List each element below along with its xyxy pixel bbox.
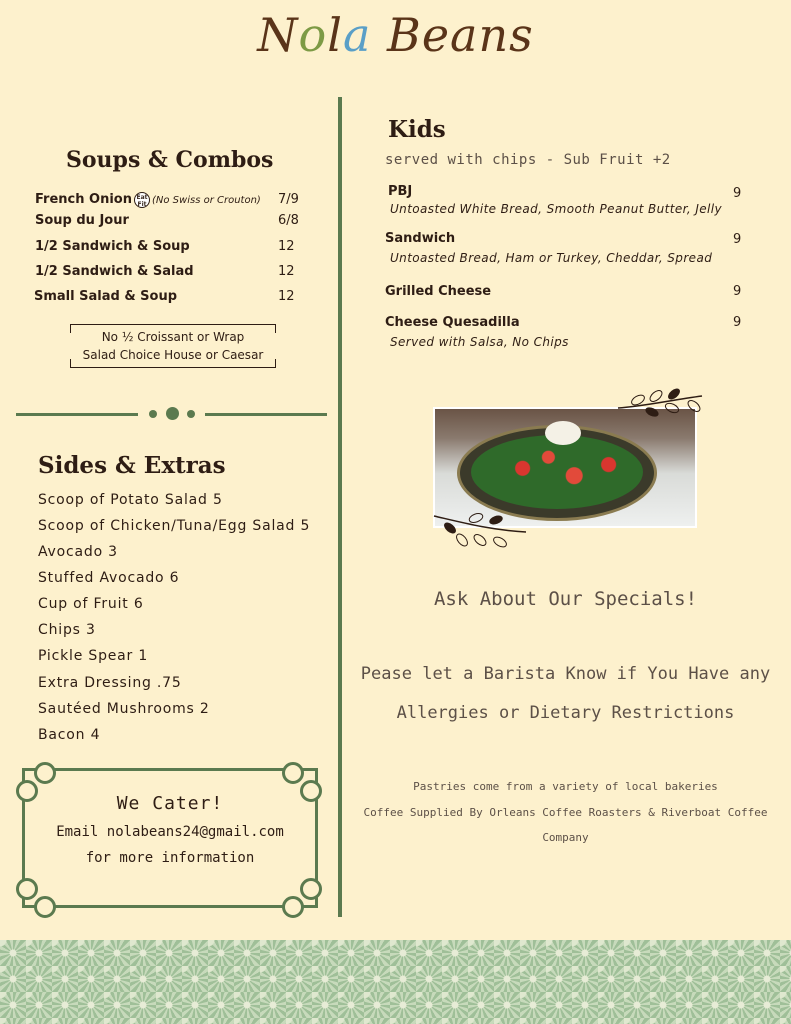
menu-item-price: 12: [278, 264, 295, 279]
list-item: Pickle Spear 1: [38, 648, 149, 664]
menu-item-price: 6/8: [278, 213, 299, 228]
menu-item-note: (No Swiss or Crouton): [152, 195, 261, 206]
frame-curl-icon: [282, 896, 304, 918]
menu-item-price: 7/9: [278, 192, 299, 207]
specials-callout: Ask About Our Specials!: [433, 588, 698, 610]
frame-curl-icon: [34, 762, 56, 784]
menu-item-price: 12: [278, 239, 295, 254]
kids-item-name: Sandwich: [385, 231, 456, 246]
kids-item-name: Grilled Cheese: [385, 284, 492, 299]
ornament-dot: [149, 410, 157, 418]
frame-curl-icon: [34, 896, 56, 918]
coffee-note-cont: Company: [542, 831, 589, 844]
kids-item-price: 9: [733, 232, 742, 247]
kids-item-price: 9: [733, 315, 742, 330]
list-item: Chips 3: [38, 622, 96, 638]
kids-item-price: 9: [733, 284, 742, 299]
list-item: Avocado 3: [38, 544, 118, 560]
decorative-pattern-footer: [0, 940, 791, 1024]
sides-heading: Sides & Extras: [38, 452, 226, 479]
frame-curl-icon: [16, 878, 38, 900]
logo: Nola Beans: [257, 8, 534, 62]
list-item: Scoop of Chicken/Tuna/Egg Salad 5: [38, 518, 311, 534]
list-item: Bacon 4: [38, 727, 101, 743]
frame-curl-icon: [300, 878, 322, 900]
kids-item-desc: Untoasted White Bread, Smooth Peanut Butter, Jelly: [390, 202, 723, 216]
allergy-notice-line2: Allergies or Dietary Restrictions: [396, 703, 735, 723]
pastry-note: Pastries come from a variety of local bakeries: [413, 780, 718, 793]
menu-item-name: Small Salad & Soup: [34, 289, 178, 304]
list-item: Sautéed Mushrooms 2: [38, 701, 210, 717]
kids-item-desc: Untoasted Bread, Ham or Turkey, Cheddar, Spread: [390, 251, 713, 265]
menu-item-name: Soup du Jour: [35, 213, 129, 228]
cheese-topping: [545, 421, 581, 445]
menu-item-name: 1/2 Sandwich & Soup: [35, 239, 190, 254]
eat-fit-badge-icon: Eat Fit: [134, 192, 150, 208]
soup-notice-box: [70, 324, 276, 368]
kids-heading: Kids: [388, 116, 446, 143]
list-item: Stuffed Avocado 6: [38, 570, 180, 586]
coffee-note: Coffee Supplied By Orleans Coffee Roasters & Riverboat Coffee: [363, 806, 768, 819]
notice-line: Salad Choice House or Caesar: [82, 348, 264, 362]
menu-item-price: 12: [278, 289, 295, 304]
catering-info: for more information: [85, 850, 255, 866]
ornament-rule-left: [16, 413, 138, 416]
list-item: Cup of Fruit 6: [38, 596, 144, 612]
kids-item-price: 9: [733, 186, 742, 201]
column-divider: [338, 97, 342, 917]
ornament-dot: [166, 407, 179, 420]
list-item: Scoop of Potato Salad 5: [38, 492, 223, 508]
soups-heading: Soups & Combos: [66, 147, 274, 173]
ornament-rule-right: [205, 413, 327, 416]
kids-item-desc: Served with Salsa, No Chips: [390, 335, 569, 349]
menu-item-name: French Onion: [35, 192, 132, 207]
allergy-notice-line1: Pease let a Barista Know if You Have any: [360, 664, 771, 684]
catering-title: We Cater!: [116, 793, 224, 814]
kids-subtitle: served with chips - Sub Fruit +2: [385, 152, 671, 168]
kids-item-name: PBJ: [388, 184, 413, 199]
frame-curl-icon: [282, 762, 304, 784]
leaf-branch-icon: [616, 386, 706, 426]
frame-curl-icon: [16, 780, 38, 802]
catering-box: [22, 768, 318, 908]
ornament-dot: [187, 410, 195, 418]
salad: [471, 435, 643, 509]
catering-email[interactable]: Email nolabeans24@gmail.com: [56, 824, 284, 840]
kids-item-name: Cheese Quesadilla: [385, 315, 520, 330]
menu-item-name: 1/2 Sandwich & Salad: [35, 264, 194, 279]
frame-curl-icon: [300, 780, 322, 802]
notice-line: No ½ Croissant or Wrap: [101, 330, 245, 344]
list-item: Extra Dressing .75: [38, 675, 182, 691]
leaf-branch-icon: [430, 506, 530, 554]
